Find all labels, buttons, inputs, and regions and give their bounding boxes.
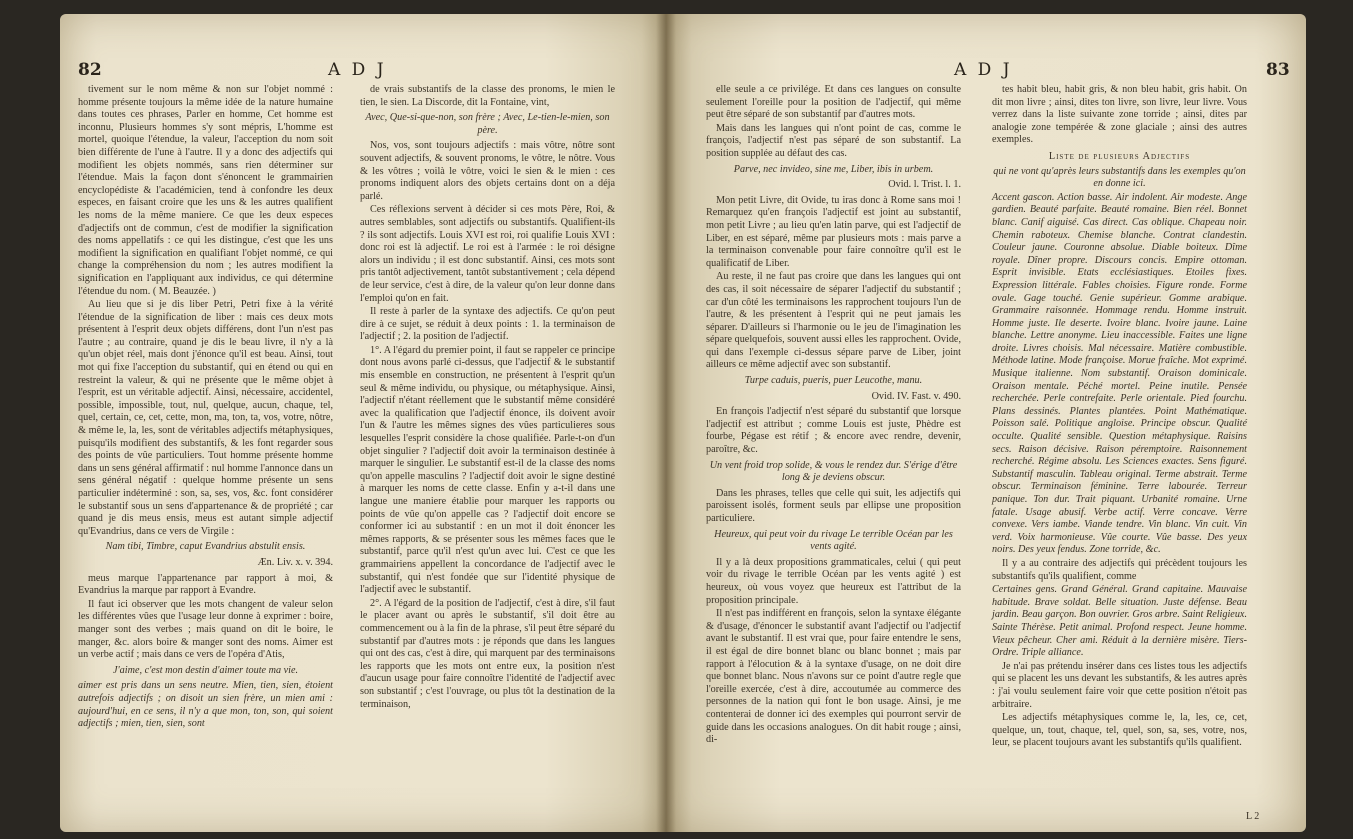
list-heading: Liste de plusieurs Adjectifs [1048, 150, 1191, 162]
paragraph: 1°. A l'égard du premier point, il faut se rappeler ce principe dont nous avons parlé ci-dessus, que l'adjectif & le substantif mis ensemble en construction, ne présentent à l'esprit qu'un seul & même individu, ou physique, ou métaphysique. Ainsi, l'adjectif n'étant réellement que le substantif même considéré avec la qualification que l'adjectif énonce, ils doivent avoir l'un & l'autre les mêmes signes des vûes particulieres sous lesquelles l'esprit considère la chose qualifiée. Parle-t-on d'un objet singulier ? l'adjectif doit avoir la terminaison destinée à marquer le singulier. Le substantif est-il de la classe des noms qu'on appelle masculins ? l'adjectif doit avoir le signe destiné à marquer les noms de cette classe. Enfin y a-t-il dans une langue une maniere établie pour marquer les rapports ou points de vûe qu'on appelle cas ? l'adjectif doit encore se conformer ici au substantif : en un mot il doit énoncer les mêmes rapports, & se présenter sous les mêmes faces que le substantif, parce qu'il n'est qu'un avec lui. C'est ce que les grammairiens appellent la concordance de l'adjectif avec le substantif, qui n'est fondée que sur l'identité physique de l'adjectif avec le substantif. [360, 344, 615, 596]
paragraph: Mon petit Livre, dit Ovide, tu iras donc à Rome sans moi ! Remarquez qu'en françois l'adjectif est joint au substantif, mon petit Livre ; au lieu qu'en latin parve, qui est l'adjectif de Liber, en est séparé, même par plusieurs mots : mais parve a la terminaison convenable pour faire connoître qu'il est le qualificatif de Liber. [706, 194, 961, 269]
paragraph: Il y a là deux propositions grammaticales, celui ( qui peut voir du rivage le terrible Océan par les vents agité ) est heureux, où vous voyez que heureux est l'attribut de la proposition principale. [706, 556, 961, 606]
left-column-1 [78, 84, 333, 732]
right-column-1 [706, 84, 961, 748]
verse-quote: Avec, Que-si-que-non, son frère ; Avec, Le-tien-le-mien, son père. [365, 112, 610, 136]
paragraph: tivement sur le nom même & non sur l'objet nommé : homme présente toujours la même idée de la nature humaine dans toutes ces phrases, Parler en homme, Cet homme est inconnu, Plusieurs hommes s'y sont mépris, L'homme est mortel, quoique l'étendue, la valeur, l'acception du nom soit bien différente de l'une à l'autre. Il y a donc des adjectifs qui modifient les objets nommés, sans rien déterminer sur l'étendue. Mais la façon dont s'énoncent le grammairien encyclopédiste & l'académicien, tend à confondre les deux especes, en faisant croire que les uns & les autres qualifient les noms de la même maniere. Ce que les deux especes d'adjectifs ont de commun, c'est de modifier la signification des noms appellatifs : ce qui les distingue, c'est que les uns modifient la signification en qualifiant l'objet nommé, ce qui change la compréhension du nom ; les autres modifient la signification en l'appliquant aux individus, ce qui détermine l'étendue du nom. ( M. Beauzée. ) [78, 84, 333, 297]
verse-quote: J'aime, c'est mon destin d'aimer toute ma vie. [112, 664, 299, 676]
right-page [666, 14, 1306, 832]
right-page-number: 83 [1266, 60, 1290, 80]
verse-quote: Un vent froid trop solide, & vous le rendez dur. S'érige d'être long & je deviens obscur. [709, 459, 958, 484]
paragraph: Il faut ici observer que les mots changent de valeur selon les différentes vûes que l'usage leur donne à exprimer : boire, manger sont des verbes ; mais quand on dit le boire, le manger, &c. alors boire & manger sont des noms. Aimer est un verbe actif ; mais dans ce vers de l'opéra d'Atis, [78, 598, 333, 661]
verse-source: Ovid. l. Trist. l. 1. [888, 179, 961, 191]
adjective-list: Certaines gens. Grand Général. Grand capitaine. Mauvaise habitude. Brave soldat. Belle situation. Juste défense. Beau jardin. Beau garçon. Bon ouvrier. Gros arbre. Saint Religieux. Sainte Thérèse. Petit animal. Profond respect. Jeune homme. Vieux pêcheur. Cher ami. Réduit à la dernière misère. Tiers-Ordre. Triple alliance. [992, 584, 1247, 659]
book-gutter [656, 14, 676, 832]
paragraph: aimer est pris dans un sens neutre. Mien, tien, sien, étoient autrefois adjectifs ; on disoit un sien frère, un mien ami : aujourd'hui, en ce sens, il n'y a que mon, ton, son, qui soient adjectifs ; mien, tien, sien, sont [78, 680, 333, 730]
signature-mark: L 2 [1246, 811, 1260, 822]
paragraph: Je n'ai pas prétendu insérer dans ces listes tous les adjectifs qui se placent les uns devant les substantifs, & les autres après : j'ai voulu seulement faire voir que cette position n'étoit pas arbitraire. [992, 660, 1247, 710]
paragraph: elle seule a ce privilége. Et dans ces langues on consulte seulement l'oreille pour la position de l'adjectif, qui même peut être séparé de son substantif par d'autres mots. [706, 84, 961, 121]
left-page [60, 14, 666, 832]
paragraph: Les adjectifs métaphysiques comme le, la, les, ce, cet, quelque, un, tout, chaque, tel, quel, son, sa, ses, votre, nos, leur, se placent toujours avant les substantifs qu'ils qualifient. [992, 712, 1247, 749]
left-page-number: 82 [78, 60, 102, 80]
paragraph: Nos, vos, sont toujours adjectifs : mais vôtre, nôtre sont souvent adjectifs, & souvent pronoms, le vôtre, le nôtre. Vous & les vôtres ; voilà le vôtre, voici le sien & le mien : ces pronoms indiquent alors des objets certains dont on a déja parlé. [360, 140, 615, 202]
paragraph: Au reste, il ne faut pas croire que dans les langues qui ont des cas, il soit nécessaire de séparer l'adjectif du substantif ; car d'un côté les terminaisons les rapprochent toujours l'un de l'autre, & les présentent à l'esprit qui ne peut jamais les séparer. D'ailleurs si l'harmonie ou le jeu de l'imagination les sépare quelquefois, souvent aussi elles les rapprochent. Ovide, qui dans l'exemple ci-dessus sépare parve de Liber, joint ailleurs ce même adjectif avec son substantif. [706, 271, 961, 371]
paragraph: Dans les phrases, telles que celle qui suit, les adjectifs qui paroissent isolés, forment seuls par ellipse une proposition particuliere. [706, 487, 961, 524]
verse-quote: Heureux, qui peut voir du rivage Le terrible Océan par les vents agité. [714, 528, 953, 553]
verse-source: Æn. Liv. x. v. 394. [257, 556, 333, 568]
paragraph: Ces réflexions servent à décider si ces mots Père, Roi, & autres semblables, sont adjectifs ou substantifs. Qualifient-ils ? ils sont adjectifs. Louis XVI est roi, roi qualifie Louis XVI : donc roi est là adjectif. Le roi est à l'armée : le roi désigne alors un individu ; il est donc substantif. Ainsi, ces mots sont pris tantôt adjectivement, tantôt substantivement ; cela dépend de leur service, c'est à dire, de la valeur qu'on leur donne dans l'emploi qu'on en fait. [360, 204, 615, 304]
paragraph: tes habit bleu, habit gris, & non bleu habit, gris habit. On dit mon livre ; ainsi, dites ton livre, son livre, leur livre. Vous verrez dans la liste suivante zone torride ; ainsi, dites par analogie zone tempérée & zone glaciale ; ainsi des autres exemples. [992, 84, 1247, 146]
paragraph: de vrais substantifs de la classe des pronoms, le mien le tien, le sien. La Discorde, dit la Fontaine, vint, [360, 84, 615, 108]
paragraph: En françois l'adjectif n'est séparé du substantif que lorsque l'adjectif est attribut ; comme Louis est juste, Phèdre est fourbe, Pégase est rétif ; & encore avec rendre, devenir, paroître, &c. [706, 406, 961, 456]
paragraph: meus marque l'appartenance par rapport à moi, & Evandrius la marque par rapport à Evandre. [78, 572, 333, 597]
verse-source: Ovid. IV. Fast. v. 490. [871, 390, 961, 402]
verse-quote: Nam tibi, Timbre, caput Evandrius abstulit ensis. [105, 541, 306, 553]
right-running-head: A D J [954, 60, 1013, 80]
paragraph: Au lieu que si je dis liber Petri, Petri fixe à la vérité l'étendue de la signification de liber : mais ces deux mots présentent à l'esprit deux objets différens, dont l'un n'est pas l'autre ; au contraire, quand je dis le beau livre, il n'y a là qu'un objet réel, mais dont j'énonce qu'il est beau. Ainsi, tout mot qui fixe l'acception du substantif, qui en étend ou qui en restreint la valeur, & qui ne présente que le même objet à l'esprit, est un véritable adjectif. Ainsi, nécessaire, accidentel, possible, impossible, tout, nul, quelque, aucun, chaque, tel, quel, certain, ce, cet, cette, mon, ma, ton, ta, vos, votre, nôtre, & même le, la, les, sont de véritables adjectifs métaphysiques, puisqu'ils modifient des substantifs, & les font regarder sous des points de vûe particuliers. Tout homme présente homme dans un sens général affirmatif : nul homme l'annonce dans un sens général négatif : quelque homme présente un sens particulier indéterminé : son, sa, ses, vos, &c. font considérer le substantif sous un sens d'appartenance & de propriété ; car quand je dis meus ensis, meus est autant simple adjectif qu'Evandrius, dans ce vers de Virgile : [78, 299, 333, 537]
paragraph: Mais dans les langues qui n'ont point de cas, comme le françois, l'adjectif n'est pas séparé de son substantif. La position supplée au défaut des cas. [706, 122, 961, 159]
right-column-2 [992, 84, 1247, 751]
paragraph: 2°. A l'égard de la position de l'adjectif, c'est à dire, s'il faut le placer avant ou après le substantif, s'il doit être au commencement ou à la fin de la phrase, s'il peut être séparé du substantif par d'autres mots : je réponds que dans les langues qui ont des cas, c'est à dire, qui marquent par des terminaisons les rapports que les mots ont entre eux, la position n'est d'aucun usage pour faire connoître l'identité de l'adjectif avec son substantif ; c'est l'ouvrage, ou plus tôt la destination de la terminaison, [360, 597, 616, 710]
left-column-2 [360, 84, 615, 712]
verse-quote: Parve, nec invideo, sine me, Liber, ibis in urbem. [733, 163, 934, 175]
left-running-head: A D J [328, 60, 387, 80]
paragraph: Il reste à parler de la syntaxe des adjectifs. Ce qu'on peut dire à ce sujet, se réduit à deux points : 1. la terminaison de l'adjectif ; 2. la position de l'adjectif. [360, 306, 615, 343]
paragraph: Il y a au contraire des adjectifs qui précèdent toujours les substantifs qu'ils qualifient, comme [992, 557, 1247, 582]
adjective-list: Accent gascon. Action basse. Air indolent. Air modeste. Ange gardien. Beauté parfaite. Beauté romaine. Bien réel. Bonnet blanc. Canif aiguisé. Cas direct. Cas oblique. Chapeau noir. Chemin raboteux. Chemise blanche. Contrat clandestin. Couleur jaune. Couronne absolue. Diable boiteux. Dîme royale. Dîner propre. Discours concis. Empire ottoman. Esprit invisible. Etats ecclésiastiques. Etoiles fixes. Expression littérale. Fables choisies. Figure ronde. Forme ovale. Gage touché. Genie supérieur. Gomme arabique. Grammaire raisonnée. Hommage rendu. Homme instruit. Homme juste. Ile deserte. Ivoire blanc. Ivoire jaune. Laine blanche. Lettre anonyme. Lieu inaccessible. Faites une ligne droite. Livres choisis. Mal nécessaire. Matière combustible. Méthode latine. Mode françoise. Morue fraîche. Mot exprimé. Musique italienne. Nom substantif. Oraison dominicale. Oraison mentale. Péché mortel. Peine inutile. Pensée recherchée. Perle contrefaite. Perle orientale. Pied fourchu. Plans dessinés. Plantes plantées. Point Mathématique. Poisson salé. Politique angloise. Principe obscur. Qualité occulte. Qualité sensible. Question métaphysique. Raisins secs. Raison décisive. Raison péremptoire. Raisonnement recherché. Régime absolu. Les Sciences exactes. Sens figuré. Substantif masculin. Tableau original. Terme abstrait. Terme obscur. Terminaison féminine. Terre labourée. Terreur panique. Ton dur. Trait piquant. Urbanité romaine. Urne fatale. Usage abusif. Verbe actif. Verre concave. Verre convexe. Vers iambe. Viande tendre. Vin blanc. Vin cuit. Vin verd. Voix harmonieuse. Vûe courte. Vûe basse. Des yeux noirs. Des yeux fendus. Zone torride, &c. [992, 191, 1247, 556]
list-subheading: qui ne vont qu'après leurs substantifs dans les exemples qu'on en donne ici. [993, 165, 1246, 190]
paragraph: Il n'est pas indifférent en françois, selon la syntaxe élégante & d'usage, d'énoncer le substantif avant l'adjectif ou l'adjectif avant le substantif. Il est vrai que, pour faire entendre le sens, il est égal de dire bonnet blanc ou blanc bonnet ; mais par rapport à l'élocution & à la syntaxe d'usage, on ne doit dire que bonnet blanc. Nous n'avons sur ce point d'autre regle que l'oreille exercée, c'est à dire, accoutumée au commerce des personnes de la nation qui font le bon usage. Ainsi, je me contenterai de donner ici des exemples qui pourront servir de guide dans les occasions analogues. On dit habit rouge ; ainsi, di- [706, 608, 961, 746]
verse-quote: Turpe caduis, pueris, puer Leucothe, manu. [744, 375, 923, 387]
